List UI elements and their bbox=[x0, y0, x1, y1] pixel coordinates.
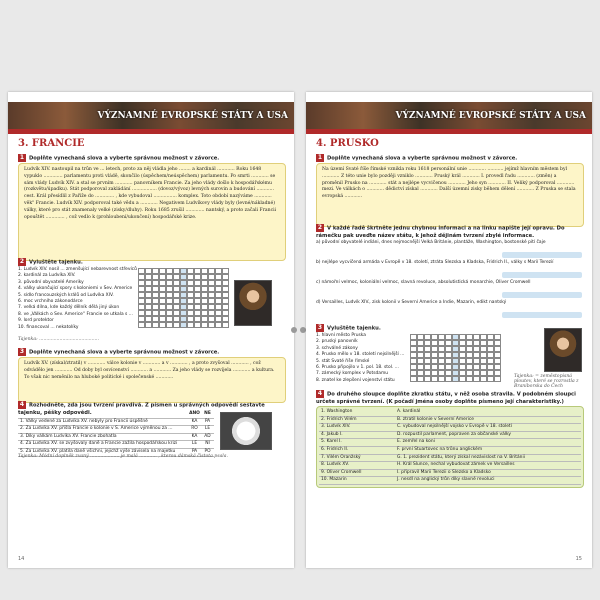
table-row: 7. Vilém Oranžský G. 1. prezident státu, který získal nezávislost na V. Británii bbox=[319, 455, 581, 463]
statement: b) nejlépe vycvičená armáda v Evropě v 18. století, ztráta Slezska a Kladska, Fridrich II., války s Marií Terezií bbox=[316, 260, 554, 265]
crossword-cell[interactable] bbox=[166, 322, 173, 328]
table-row: 9. Oliver Cromwell I. připravil Marii Terezii o Slezsko a Kladsko bbox=[319, 470, 581, 478]
crossword-grid[interactable] bbox=[410, 334, 501, 382]
right-page bbox=[306, 92, 592, 568]
task-1-text: Na území Svaté říše římské vznikla roku 1618 personální unie ............ ........... jejímž hlavním městem byl ............ Z této unie bylo později vzniklo ............ Pruský král ............ I. provedl řadu ............ (změn) a proměnil Prusko na ............ stát a nejlépe vycvičenou ............ Jeho syn ............ II. Veliký podporoval ............ mezi. Ve válkách o ............ dědictví získal ............ Další územní zisky během dělení ............ Z Pruska se stala evropská ............ bbox=[316, 163, 584, 227]
matching-table-box bbox=[316, 406, 584, 488]
table-row: 4. Za Ludvíka XV. se zvyšovaly daně a Francie zažila hospodářskou krizi LE NI bbox=[18, 441, 214, 449]
answer-blank[interactable] bbox=[373, 424, 395, 431]
answer-blank[interactable] bbox=[561, 409, 581, 416]
task-number: 4 bbox=[19, 401, 25, 408]
clue: 4. války ukončující spory s koloniemi v Sev. Americe bbox=[18, 286, 133, 292]
crossword-cell[interactable] bbox=[215, 322, 222, 328]
clue: 2. kardinál za Ludvíka XIV. bbox=[18, 273, 76, 279]
crossword-cell[interactable] bbox=[208, 322, 215, 328]
crossword-cell[interactable] bbox=[417, 376, 424, 382]
answer-blank[interactable] bbox=[561, 462, 581, 469]
crossword-cell[interactable] bbox=[152, 322, 159, 328]
clue: 4. Prusko mělo v 18. století nejsilnější ... bbox=[316, 352, 405, 358]
statement: c) námořní velmoc, koloniální velmoc, slavná revoluce, absolutistická monarchie, Oliver Cromwell bbox=[316, 280, 531, 285]
banner-title: VÝZNAMNÉ EVROPSKÉ STÁTY A USA bbox=[97, 111, 288, 121]
crossword-clues bbox=[316, 333, 406, 384]
task-number: 1 bbox=[19, 154, 25, 161]
crossword-cell[interactable] bbox=[473, 376, 480, 382]
answer-blank[interactable] bbox=[561, 455, 581, 462]
task-title: Do druhého sloupce doplňte zkratku státu, v něž osoba stravila. V podobném sloupci určete správné tvrzení. (K počadí jména osoby doplňte písmeno její charakteristiky.) bbox=[316, 391, 576, 405]
crossword-cell[interactable] bbox=[438, 376, 445, 382]
task-title: Vyluštěte tajenku. bbox=[327, 325, 381, 332]
table-header bbox=[18, 411, 214, 419]
task-number: 2 bbox=[317, 224, 323, 231]
col-header: ANO bbox=[189, 411, 200, 416]
table-row: 8. Ludvík XV. H. Král Slunce, nechal vybudovat zámek ve Versailles bbox=[319, 462, 581, 470]
answer-blank[interactable] bbox=[373, 409, 395, 416]
tajenka-line: Tajenka: ......................................... bbox=[18, 337, 99, 342]
task-number: 1 bbox=[317, 154, 323, 161]
task-3-text: Ludvík XV. (získal/ztratil) v ............ válce kolonie v ............ a v ............ , a proto zvyšoval ............ , což odvádělo jen ............ Od doby byl osvícenství ............ a ............ Za jeho vlády se rozvíjela ............ a kultura. To však nic neměnilo na hluboké politické i společenské ............ bbox=[18, 357, 286, 403]
crossword-cell[interactable] bbox=[494, 376, 501, 382]
table-row: 6. Fridrich II. F. první Stuartovec na trůnu anglickém bbox=[319, 447, 581, 455]
tajenka-line: Tajenka: = zeměstopisná ploutev, které se rozrostla z Braniborska do Čech bbox=[514, 374, 579, 389]
left-page bbox=[8, 92, 294, 568]
crossword-cell[interactable] bbox=[145, 322, 152, 328]
clue: 3. schválné zákony bbox=[316, 345, 358, 351]
task-title: Doplňte vynechaná slova a vyberte správnou možnost v závorce. bbox=[29, 349, 220, 356]
page-number: 14 bbox=[18, 556, 25, 562]
crossword-cell[interactable] bbox=[201, 322, 208, 328]
clue: 2. pruský panovník bbox=[316, 339, 358, 345]
tajenka-line: Tajenka: Módní doplněk zvaný .................... je malá ............ , kterou dámská čistota psala. bbox=[18, 454, 228, 459]
crossword-cell[interactable] bbox=[424, 376, 431, 382]
banner-image bbox=[8, 102, 294, 129]
clue: 7. velká dílna, kde každý dělník dělá jiný úkon bbox=[18, 305, 120, 311]
task-title: Doplňte vynechaná slova a vyberte správnou možnost v závorce. bbox=[327, 155, 518, 162]
answer-blank[interactable] bbox=[561, 424, 581, 431]
state-answer-box[interactable] bbox=[502, 272, 582, 278]
clue: 1. hlavní město Pruska bbox=[316, 333, 366, 338]
answer-blank[interactable] bbox=[561, 439, 581, 446]
binding-dot bbox=[291, 327, 297, 333]
clue: 8. znatel ke zlepšení vojenství státu bbox=[316, 377, 395, 383]
section-title: 4. PRUSKO bbox=[316, 138, 379, 149]
task-title: V každé řadě škrtněte jednu chybnou informaci a na linku napište její opravu. Do rámečku pak uveďte název státu, k jehož dějinám tvrzení zbylé informace. bbox=[316, 225, 565, 239]
answer-blank[interactable] bbox=[373, 462, 395, 469]
col-header: NE bbox=[204, 411, 211, 416]
task-title: Rozhodněte, zda jsou tvrzení pravdivá. Z písmen u správných odpovědí sestavte tajenku, pěšky odpovědi. bbox=[18, 402, 265, 416]
task-4-heading bbox=[316, 390, 584, 406]
task-3-heading bbox=[18, 348, 286, 357]
fashion-accessory-image bbox=[220, 412, 272, 450]
crossword-cell[interactable] bbox=[159, 322, 166, 328]
crossword-cell[interactable] bbox=[222, 322, 229, 328]
clue: 6. moc vrchního zákonodárce bbox=[18, 299, 83, 305]
table-row: 5. Za Ludvíka XV. platila daně všichni, jejichž výše závisela na majetku PA PO bbox=[18, 449, 214, 457]
banner-image bbox=[306, 102, 592, 129]
crossword-cell[interactable] bbox=[138, 322, 145, 328]
task-title: Vyluštěte tajenku. bbox=[29, 259, 83, 266]
statement: a) původní obyvatelé indiáni, dnes nejmocnější Velká Británie, plantáže, Washington, bostonské pití čaje bbox=[316, 240, 546, 245]
clue: 5. sídlo francouzských králů od Ludvíka XIV. bbox=[18, 292, 114, 298]
answer-blank[interactable] bbox=[373, 455, 395, 462]
crossword-clues bbox=[18, 267, 138, 331]
table-row: 4. Jakub I. D. rozpustil parlament, popraven za občanské války bbox=[319, 432, 581, 440]
true-false-table bbox=[18, 411, 214, 457]
task-number: 3 bbox=[19, 348, 25, 355]
table-row: 2. Za Ludvíka XV. přišla Francie o kolonie v S. Americe výměnou za ... RO LE bbox=[18, 426, 214, 434]
frederick-ii-portrait bbox=[544, 328, 582, 372]
answer-blank[interactable] bbox=[561, 470, 581, 477]
crossword-cell[interactable] bbox=[466, 376, 473, 382]
answer-blank[interactable] bbox=[561, 447, 581, 454]
task-1-heading bbox=[316, 154, 584, 163]
answer-blank[interactable] bbox=[373, 439, 395, 446]
crossword-cell[interactable] bbox=[480, 376, 487, 382]
table-row: 1. Washington A. kardinál bbox=[319, 409, 581, 417]
crossword-cell[interactable] bbox=[431, 376, 438, 382]
banner-ribbon bbox=[8, 129, 294, 134]
table-row: 3. Díky válkám Ludvíka XV. Francie zbohatla KA AD bbox=[18, 434, 214, 442]
crossword-cell[interactable] bbox=[410, 376, 417, 382]
crossword-grid[interactable] bbox=[138, 268, 229, 328]
answer-blank[interactable] bbox=[373, 470, 395, 477]
clue: 7. zámecký komplex v Potsdamu bbox=[316, 371, 389, 377]
matching-table bbox=[319, 409, 581, 485]
banner-ribbon bbox=[306, 129, 592, 134]
table-row: 1. Války vedené za Ludvíka XV. nebyly pro Francii úspěšné KA PA bbox=[18, 419, 214, 427]
clue: 9. lord protektor bbox=[18, 318, 54, 324]
state-answer-box[interactable] bbox=[502, 252, 582, 258]
crossword-cell[interactable] bbox=[180, 322, 187, 328]
page-number: 15 bbox=[575, 556, 582, 562]
answer-blank[interactable] bbox=[373, 432, 395, 439]
crossword-cell[interactable] bbox=[445, 376, 452, 382]
task-2-heading bbox=[18, 258, 286, 267]
task-1-text: Ludvík XIV. nastoupil na trůn ve ... letech, proto za něj vládla jeho ........ a kardinál ............ Roku 1648 vypuklo ............. parlamentu proti vládě, skončilo (úspěchem/neúspěchem) parlamentu. Po smrti ............ se sám vlády Ludvík XIV. a stal se prvním ............ panovníkem Francie. Za jeho vlády došlo k hospodářskému (rozkvětu/úpadku). Stát podporoval zakládání ................. (dovoz/vývoz) levných surovin a budování ............ cest. Král přesídlil z Paříže do ............. , kde vybudoval ................ komplex. Toto období nazýváme ............ věk" Francie. Ludvík XIV. podporoval také vědu a ............ Negativem Ludvíkovy vlády byly (levné/nákladné) války, které pro stát znamenaly velké (zisky/dluhy). Roku 1685 zrušil ............. nantský, a proto začali Francii opouštět ............. , což vedlo k (prohloubení/ukončení) hospodářské krize. bbox=[18, 163, 286, 261]
clue: 3. původní obyvatelé Ameriky bbox=[18, 279, 84, 285]
task-number: 4 bbox=[317, 390, 323, 397]
state-answer-box[interactable] bbox=[502, 292, 582, 298]
answer-blank[interactable] bbox=[561, 477, 581, 484]
task-number: 2 bbox=[19, 258, 25, 265]
section-title: 3. FRANCIE bbox=[18, 138, 85, 149]
answer-blank[interactable] bbox=[561, 417, 581, 424]
crossword-cell[interactable] bbox=[452, 376, 459, 382]
table-row: 3. Ludvík XIV. C. vybudoval nejsilnější vojsko v Evropě v 18. století bbox=[319, 424, 581, 432]
crossword-cell[interactable] bbox=[459, 376, 466, 382]
task-1-heading bbox=[18, 154, 286, 163]
clue: 8. ve „Válkách o Sev. Americe“ Francie se utkala s ... bbox=[18, 311, 133, 317]
answer-blank[interactable] bbox=[373, 447, 395, 454]
state-answer-box[interactable] bbox=[502, 312, 582, 318]
crossword-cell[interactable] bbox=[173, 322, 180, 328]
clue: 6. Prusko připojilo v 1. pol. 18. stol. ... bbox=[316, 365, 399, 371]
banner-title: VÝZNAMNÉ EVROPSKÉ STÁTY A USA bbox=[395, 111, 586, 121]
answer-blank[interactable] bbox=[373, 417, 395, 424]
louis-xiv-portrait bbox=[234, 280, 272, 326]
task-number: 3 bbox=[317, 324, 323, 331]
table-row: 10. Mazarin J. nesdl na anglický trůn díky slavné revoluci bbox=[319, 477, 581, 485]
crossword-cell[interactable] bbox=[187, 322, 194, 328]
table-row: 2. Fridrich Vilém B. ztratil kolonie v Severní Americe bbox=[319, 417, 581, 425]
task-title: Doplňte vynechaná slova a vyberte správnou možnost v závorce. bbox=[29, 155, 220, 162]
crossword-cell[interactable] bbox=[487, 376, 494, 382]
answer-blank[interactable] bbox=[373, 477, 395, 484]
clue: 1. Ludvík XIV. nosil ... zmenšující nebarevnost střevíců bbox=[18, 267, 137, 272]
statement: d) Versailles, Ludvík XIV., zisk kolonií v Severní Americe a Indie, Mazarin, edikt nantský bbox=[316, 300, 507, 305]
crossword-cell[interactable] bbox=[194, 322, 201, 328]
table-row: 5. Karel I. E. zemřel na koni bbox=[319, 439, 581, 447]
answer-blank[interactable] bbox=[561, 432, 581, 439]
clue: 10. financoval ... nekatolíky bbox=[18, 324, 79, 330]
task-2-heading bbox=[316, 224, 584, 240]
clue: 5. stát Svaté říše římské bbox=[316, 358, 370, 364]
